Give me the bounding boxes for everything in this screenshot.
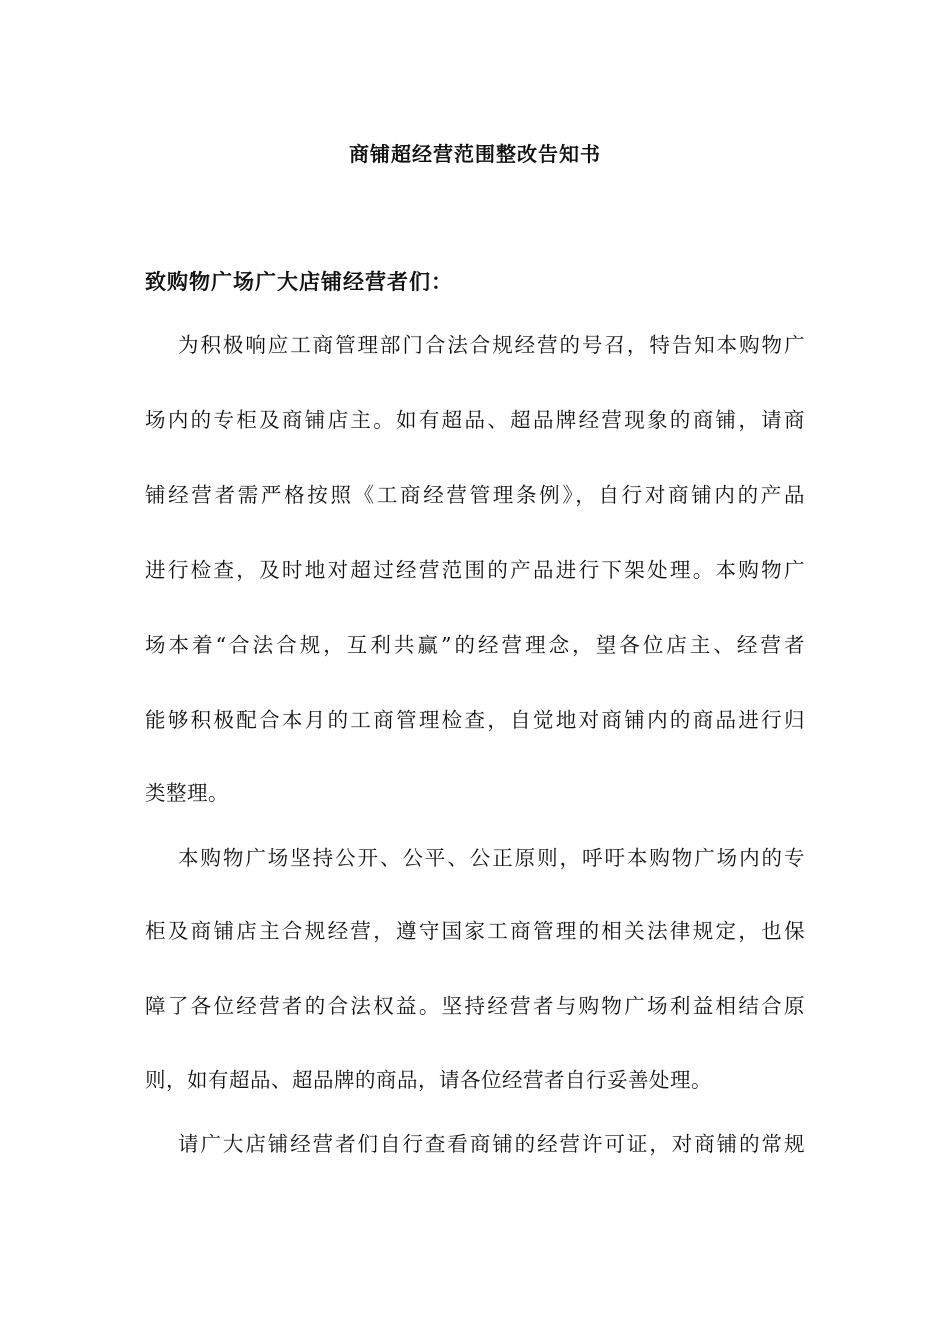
paragraph-1-line-3: 铺经营者需严格按照《工商经营管理条例》，自行对商铺内的产品 [145,483,805,507]
paragraph-2-line-1: 本购物广场坚持公开、公平、公正原则，呼吁本购物广场内的专 [178,846,805,870]
document-title: 商铺超经营范围整改告知书 [349,142,601,166]
paragraph-2-line-2: 柜及商铺店主合规经营，遵守国家工商管理的相关法律规定，也保 [145,919,805,943]
paragraph-1-line-2: 场内的专柜及商铺店主。如有超品、超品牌经营现象的商铺，请商 [145,408,805,432]
paragraph-2-line-4: 则，如有超品、超品牌的商品，请各位经营者自行妥善处理。 [145,1068,712,1092]
paragraph-3-line-1: 请广大店铺经营者们自行查看商铺的经营许可证，对商铺的常规 [178,1132,805,1156]
paragraph-2-line-3: 障了各位经营者的合法权益。坚持经营者与购物广场利益相结合原 [145,994,805,1018]
paragraph-1-line-1: 为积极响应工商管理部门合法合规经营的号召，特告知本购物广 [178,333,805,357]
paragraph-1-line-4: 进行检查，及时地对超过经营范围的产品进行下架处理。本购物广 [145,558,805,582]
paragraph-1-line-5: 场本着“合法合规，互利共赢”的经营理念，望各位店主、经营者 [145,633,805,657]
salutation: 致购物广场广大店铺经营者们： [145,269,453,294]
paragraph-1-line-6: 能够积极配合本月的工商管理检查，自觉地对商铺内的商品进行归 [145,708,805,732]
paragraph-1-line-7: 类整理。 [145,781,229,805]
